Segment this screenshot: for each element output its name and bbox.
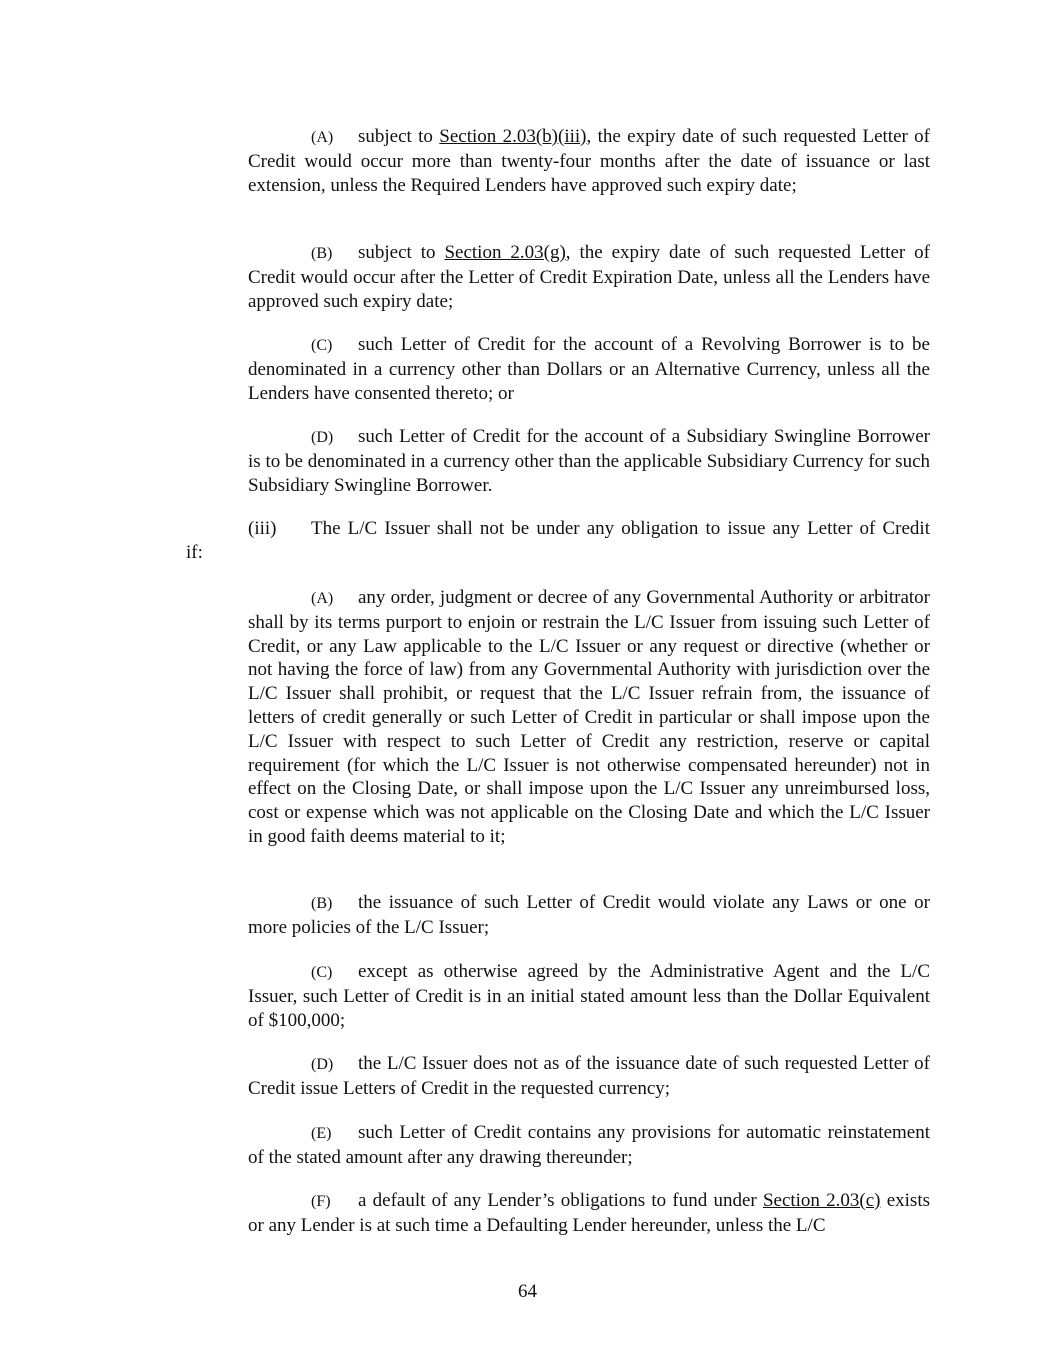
clause-label: (A)	[311, 129, 334, 146]
clause-label: (A)	[311, 590, 334, 607]
clause-label: (D)	[311, 1056, 334, 1073]
clause-text: The L/C Issuer shall not be under any obligation to issue any Letter of Credit	[311, 518, 930, 539]
clause-b2-D	[248, 425, 930, 497]
clause-text: subject to	[358, 242, 445, 263]
clause-number: (iii)	[248, 518, 277, 539]
clause-label: (C)	[311, 337, 333, 354]
clause-iii-C	[248, 960, 930, 1032]
clause-label: (E)	[311, 1125, 332, 1142]
section-reference: Section 2.03(g)	[444, 242, 566, 263]
clause-text: the L/C Issuer does not as of the issuance date of such requested Letter of Credit issue Letters of Credit in the requested currency;	[248, 1053, 930, 1099]
clause-text: , the expiry date of such requested Letter of Credit would occur after the Letter of Credit Expiration Date, unless all the Lenders have approved such expiry date;	[248, 242, 930, 312]
clause-text: a default of any Lender’s obligations to fund under	[358, 1190, 763, 1211]
clause-label: (B)	[311, 245, 333, 262]
clause-label: (F)	[311, 1193, 331, 1210]
clause-text: any order, judgment or decree of any Governmental Authority or arbitrator shall by its terms purport to enjoin or restrain the L/C Issuer from issuing such Letter of Credit, or any Law applicable to the L/C Issuer or any request or directive (whether or not having the force of law) from any Governmental Authority with jurisdiction over the L/C Issuer shall prohibit, or request that the L/C Issuer refrain from, the issuance of letters of credit generally or such Letter of Credit in particular or shall impose upon the L/C Issuer with respect to such Letter of Credit any restriction, reserve or capital requirement (for which the L/C Issuer is not otherwise compensated hereunder) not in effect on the Closing Date, or shall impose upon the L/C Issuer any unreimbursed loss, cost or expense which was not applicable on the Closing Date and which the L/C Issuer in good faith deems material to it;	[248, 587, 930, 847]
clause-text: subject to	[358, 126, 440, 147]
clause-label: (D)	[311, 429, 334, 446]
clause-text: the issuance of such Letter of Credit would violate any Laws or one or more policies of the L/C Issuer;	[248, 892, 930, 938]
section-reference: Section 2.03(c)	[762, 1190, 881, 1211]
clause-label: (B)	[311, 895, 333, 912]
clause-text: , the expiry date of such requested Letter of Credit would occur more than twenty-four months after the date of issuance or last extension, unless the Required Lenders have approved such expiry date;	[248, 126, 930, 196]
clause-text: except as otherwise agreed by the Administrative Agent and the L/C Issuer, such Letter of Credit is in an initial stated amount less than the Dollar Equivalent of $100,000;	[248, 961, 930, 1031]
clause-iii-B	[248, 891, 930, 940]
clause-text: such Letter of Credit contains any provisions for automatic reinstatement of the stated amount after any drawing thereunder;	[248, 1122, 930, 1168]
clause-text: such Letter of Credit for the account of a Revolving Borrower is to be denominated in a currency other than Dollars or an Alternative Currency, unless all the Lenders have consented thereto; or	[248, 334, 930, 404]
clause-iii-continuation: if:	[186, 542, 203, 563]
clause-b2-A	[248, 125, 930, 197]
clause-text: such Letter of Credit for the account of a Subsidiary Swingline Borrower is to be denominated in a currency other than the applicable Subsidiary Currency for such Subsidiary Swingline Borrower.	[248, 426, 930, 496]
clause-iii-A	[248, 586, 930, 849]
clause-iii-F	[248, 1189, 930, 1238]
page-number: 64	[518, 1281, 537, 1302]
clause-iii-D	[248, 1052, 930, 1101]
section-reference: Section 2.03(b)(iii)	[439, 126, 587, 147]
clause-label: (C)	[311, 964, 333, 981]
clause-iii-heading	[248, 517, 930, 541]
clause-text: exists or any Lender is at such time a Defaulting Lender hereunder, unless the L/C	[248, 1190, 931, 1236]
clause-b2-B	[248, 241, 930, 313]
clause-b2-C	[248, 333, 930, 405]
clause-iii-E	[248, 1121, 930, 1170]
